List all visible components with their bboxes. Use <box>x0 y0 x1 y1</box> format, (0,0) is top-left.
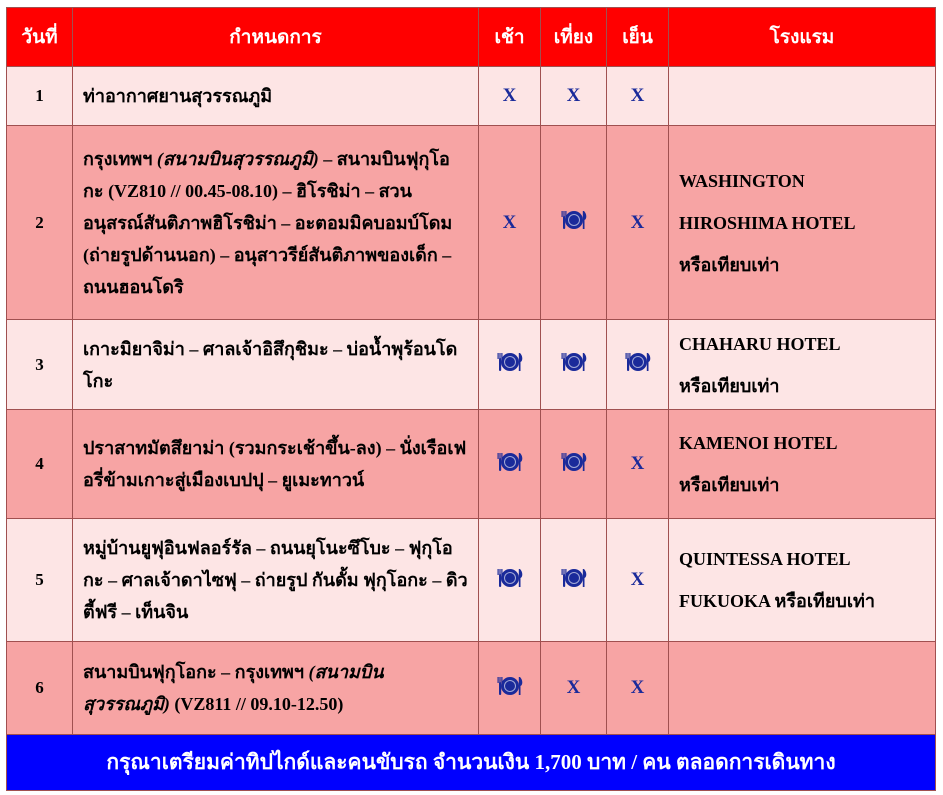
itinerary-table <box>6 7 936 791</box>
header-day: วันที่ <box>7 8 73 67</box>
lunch-cell <box>541 519 607 642</box>
program-text: ปราสาทมัตสึยาม่า (รวมกระเช้าขึ้น-ลง) – นั่งเรือเฟอรี่ข้ามเกาะสู่เมืองเบปปุ – ยูเมะทาวน์ <box>83 438 467 491</box>
lunch-cell <box>541 67 607 126</box>
day-row <box>7 642 936 735</box>
meal-icon <box>560 208 588 237</box>
day-number: 1 <box>7 67 73 126</box>
meal-icon <box>624 350 652 379</box>
dinner-cell <box>607 320 669 410</box>
tip-notice: กรุณาเตรียมค่าทิปไกด์และคนขับรถ จำนวนเงิน 1,700 บาท / คน ตลอดการเดินทาง <box>7 735 936 791</box>
header-dinner: เย็น <box>607 8 669 67</box>
dinner-cell <box>607 642 669 735</box>
no-meal-mark: X <box>566 85 581 107</box>
lunch-cell <box>541 410 607 519</box>
no-meal-mark: X <box>630 453 645 475</box>
breakfast-cell <box>479 642 541 735</box>
no-meal-mark: X <box>502 85 517 107</box>
breakfast-cell <box>479 320 541 410</box>
hotel-line: FUKUOKA หรือเทียบเท่า <box>679 591 875 612</box>
hotel-line: HIROSHIMA HOTEL <box>679 212 856 233</box>
program-text: สนามบินฟุกุโอกะ – กรุงเทพฯ <box>83 662 309 682</box>
hotel-cell <box>669 642 936 735</box>
program-cell <box>73 126 479 320</box>
program-cell <box>73 410 479 519</box>
header-breakfast: เช้า <box>479 8 541 67</box>
breakfast-cell <box>479 126 541 320</box>
dinner-cell <box>607 126 669 320</box>
meal-icon <box>496 566 524 595</box>
program-text: กรุงเทพฯ <box>83 148 157 169</box>
program-text-italic: (สนามบินสุวรรณภูมิ) <box>156 148 319 169</box>
hotel-line: หรือเทียบเท่า <box>679 475 780 496</box>
program-text: – สนามบินฟุกุโอกะ (VZ810 // 00.45-08.10) – ฮิโรชิม่า – สวนอนุสรณ์สันติภาพฮิโรชิม่า – อะตอมมิคบอมบ์โดม (ถ่ายรูปด้านนอก) – อนุสาวรีย์สันติภาพของเด็ก – ถนนฮอนโดริ <box>83 148 453 297</box>
day-number: 6 <box>7 642 73 735</box>
table-header-row <box>7 8 936 67</box>
hotel-line: หรือเทียบเท่า <box>679 254 780 275</box>
hotel-line: KAMENOI HOTEL <box>679 433 838 454</box>
hotel-line: หรือเทียบเท่า <box>679 375 780 396</box>
day-row <box>7 67 936 126</box>
dinner-cell <box>607 410 669 519</box>
breakfast-cell <box>479 519 541 642</box>
no-meal-mark: X <box>566 677 581 698</box>
no-meal-mark: X <box>630 677 645 698</box>
program-text: เกาะมิยาจิม่า – ศาลเจ้าอิสึกุชิมะ – บ่อน้ำพุร้อนโดโกะ <box>83 338 458 391</box>
dinner-cell <box>607 67 669 126</box>
lunch-cell <box>541 126 607 320</box>
header-hotel: โรงแรม <box>669 8 936 67</box>
meal-icon <box>496 450 524 479</box>
day-number: 5 <box>7 519 73 642</box>
day-number: 3 <box>7 320 73 410</box>
meal-icon <box>496 674 524 703</box>
lunch-cell <box>541 642 607 735</box>
hotel-cell <box>669 410 936 519</box>
meal-icon <box>560 450 588 479</box>
breakfast-cell <box>479 410 541 519</box>
meal-icon <box>560 350 588 379</box>
program-cell <box>73 519 479 642</box>
program-cell <box>73 642 479 735</box>
day-row <box>7 126 936 320</box>
hotel-cell <box>669 320 936 410</box>
no-meal-mark: X <box>630 85 645 107</box>
program-cell <box>73 320 479 410</box>
hotel-cell <box>669 519 936 642</box>
program-text-italic: (สนามบินสุวรรณภูมิ) <box>83 662 384 714</box>
program-text: (VZ811 // 09.10-12.50) <box>169 694 344 714</box>
hotel-line: QUINTESSA HOTEL <box>679 549 851 570</box>
program-text: หมู่บ้านยูฟุอินฟลอร์รัล – ถนนยุโนะซึโบะ – ฟุกุโอกะ – ศาลเจ้าดาไซฟุ – ถ่ายรูป กันดั้ม ฟุกุโอกะ – ดิวตี้ฟรี – เท็นจิน <box>83 538 468 623</box>
day-row <box>7 320 936 410</box>
program-text: ท่าอากาศยานสุวรรณภูมิ <box>83 86 273 107</box>
meal-icon <box>496 350 524 379</box>
program-cell <box>73 67 479 126</box>
dinner-cell <box>607 519 669 642</box>
lunch-cell <box>541 320 607 410</box>
day-number: 2 <box>7 126 73 320</box>
day-number: 4 <box>7 410 73 519</box>
meal-icon <box>560 566 588 595</box>
hotel-line: CHAHARU HOTEL <box>679 333 841 354</box>
no-meal-mark: X <box>630 569 645 591</box>
day-row <box>7 410 936 519</box>
no-meal-mark: X <box>630 211 645 233</box>
header-lunch: เที่ยง <box>541 8 607 67</box>
hotel-cell <box>669 126 936 320</box>
no-meal-mark: X <box>502 211 517 233</box>
tip-notice-row <box>7 735 936 791</box>
header-program: กำหนดการ <box>73 8 479 67</box>
hotel-cell <box>669 67 936 126</box>
day-row <box>7 519 936 642</box>
hotel-line: WASHINGTON <box>679 170 805 191</box>
breakfast-cell <box>479 67 541 126</box>
